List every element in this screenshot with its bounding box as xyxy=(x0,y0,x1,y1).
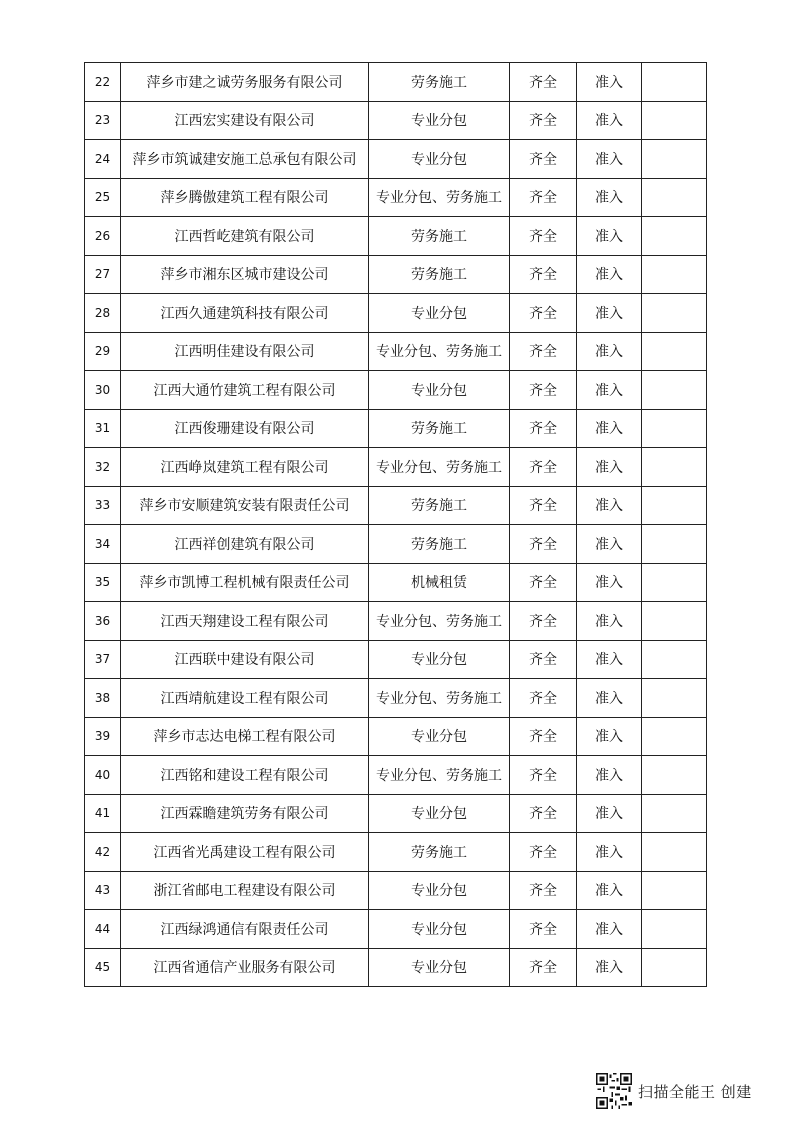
documents-status: 齐全 xyxy=(510,640,577,679)
company-name: 萍乡市筑诚建安施工总承包有限公司 xyxy=(121,140,369,179)
remark-cell xyxy=(642,525,707,564)
row-number: 31 xyxy=(85,409,121,448)
documents-status: 齐全 xyxy=(510,101,577,140)
admission-result: 准入 xyxy=(577,910,642,949)
company-name: 江西峥岚建筑工程有限公司 xyxy=(121,448,369,487)
admission-result: 准入 xyxy=(577,63,642,102)
documents-status: 齐全 xyxy=(510,717,577,756)
row-number: 44 xyxy=(85,910,121,949)
remark-cell xyxy=(642,756,707,795)
row-number: 27 xyxy=(85,255,121,294)
row-number: 32 xyxy=(85,448,121,487)
remark-cell xyxy=(642,371,707,410)
company-name: 萍乡市湘东区城市建设公司 xyxy=(121,255,369,294)
admission-result: 准入 xyxy=(577,486,642,525)
service-category: 专业分包、劳务施工 xyxy=(369,332,510,371)
admission-result: 准入 xyxy=(577,948,642,987)
documents-status: 齐全 xyxy=(510,178,577,217)
admission-result: 准入 xyxy=(577,294,642,333)
row-number: 25 xyxy=(85,178,121,217)
admission-result: 准入 xyxy=(577,833,642,872)
documents-status: 齐全 xyxy=(510,409,577,448)
table-row xyxy=(85,332,707,371)
table-row xyxy=(85,371,707,410)
remark-cell xyxy=(642,602,707,641)
documents-status: 齐全 xyxy=(510,679,577,718)
row-number: 36 xyxy=(85,602,121,641)
documents-status: 齐全 xyxy=(510,833,577,872)
table-row xyxy=(85,910,707,949)
company-name: 萍乡市志达电梯工程有限公司 xyxy=(121,717,369,756)
service-category: 专业分包 xyxy=(369,371,510,410)
row-number: 38 xyxy=(85,679,121,718)
remark-cell xyxy=(642,871,707,910)
remark-cell xyxy=(642,794,707,833)
row-number: 34 xyxy=(85,525,121,564)
company-name: 江西祥创建筑有限公司 xyxy=(121,525,369,564)
row-number: 39 xyxy=(85,717,121,756)
row-number: 37 xyxy=(85,640,121,679)
admission-result: 准入 xyxy=(577,679,642,718)
table-row xyxy=(85,717,707,756)
remark-cell xyxy=(642,140,707,179)
table-body xyxy=(85,63,707,987)
admission-result: 准入 xyxy=(577,717,642,756)
service-category: 专业分包 xyxy=(369,717,510,756)
documents-status: 齐全 xyxy=(510,563,577,602)
service-category: 劳务施工 xyxy=(369,63,510,102)
admission-result: 准入 xyxy=(577,178,642,217)
table-row xyxy=(85,602,707,641)
service-category: 专业分包 xyxy=(369,794,510,833)
remark-cell xyxy=(642,178,707,217)
company-name: 江西宏实建设有限公司 xyxy=(121,101,369,140)
company-name: 江西省通信产业服务有限公司 xyxy=(121,948,369,987)
table-row xyxy=(85,140,707,179)
documents-status: 齐全 xyxy=(510,794,577,833)
admission-result: 准入 xyxy=(577,602,642,641)
row-number: 22 xyxy=(85,63,121,102)
company-name: 江西联中建设有限公司 xyxy=(121,640,369,679)
service-category: 专业分包、劳务施工 xyxy=(369,679,510,718)
remark-cell xyxy=(642,409,707,448)
documents-status: 齐全 xyxy=(510,948,577,987)
documents-status: 齐全 xyxy=(510,486,577,525)
admission-result: 准入 xyxy=(577,756,642,795)
service-category: 专业分包 xyxy=(369,294,510,333)
remark-cell xyxy=(642,717,707,756)
documents-status: 齐全 xyxy=(510,294,577,333)
admission-result: 准入 xyxy=(577,332,642,371)
table-row xyxy=(85,833,707,872)
admission-result: 准入 xyxy=(577,217,642,256)
table-row xyxy=(85,294,707,333)
remark-cell xyxy=(642,563,707,602)
row-number: 40 xyxy=(85,756,121,795)
table-row xyxy=(85,948,707,987)
service-category: 专业分包、劳务施工 xyxy=(369,178,510,217)
documents-status: 齐全 xyxy=(510,756,577,795)
company-name: 浙江省邮电工程建设有限公司 xyxy=(121,871,369,910)
remark-cell xyxy=(642,101,707,140)
service-category: 劳务施工 xyxy=(369,217,510,256)
service-category: 劳务施工 xyxy=(369,486,510,525)
admission-result: 准入 xyxy=(577,640,642,679)
table-row xyxy=(85,255,707,294)
row-number: 26 xyxy=(85,217,121,256)
documents-status: 齐全 xyxy=(510,371,577,410)
documents-status: 齐全 xyxy=(510,602,577,641)
service-category: 劳务施工 xyxy=(369,255,510,294)
documents-status: 齐全 xyxy=(510,63,577,102)
qr-code-icon xyxy=(596,1073,632,1109)
admission-result: 准入 xyxy=(577,371,642,410)
table-row xyxy=(85,178,707,217)
documents-status: 齐全 xyxy=(510,910,577,949)
company-name: 江西霖瞻建筑劳务有限公司 xyxy=(121,794,369,833)
service-category: 专业分包 xyxy=(369,871,510,910)
table-row xyxy=(85,679,707,718)
company-name: 江西省光禹建设工程有限公司 xyxy=(121,833,369,872)
remark-cell xyxy=(642,640,707,679)
company-name: 江西俊珊建设有限公司 xyxy=(121,409,369,448)
scanner-watermark xyxy=(596,1072,752,1110)
company-name: 江西久通建筑科技有限公司 xyxy=(121,294,369,333)
admission-result: 准入 xyxy=(577,563,642,602)
admission-result: 准入 xyxy=(577,255,642,294)
service-category: 专业分包、劳务施工 xyxy=(369,756,510,795)
service-category: 专业分包、劳务施工 xyxy=(369,602,510,641)
row-number: 28 xyxy=(85,294,121,333)
service-category: 劳务施工 xyxy=(369,833,510,872)
remark-cell xyxy=(642,255,707,294)
service-category: 专业分包 xyxy=(369,948,510,987)
documents-status: 齐全 xyxy=(510,525,577,564)
documents-status: 齐全 xyxy=(510,217,577,256)
table-row xyxy=(85,563,707,602)
remark-cell xyxy=(642,217,707,256)
service-category: 专业分包 xyxy=(369,910,510,949)
admission-result: 准入 xyxy=(577,871,642,910)
remark-cell xyxy=(642,486,707,525)
company-name: 江西铭和建设工程有限公司 xyxy=(121,756,369,795)
service-category: 专业分包 xyxy=(369,101,510,140)
company-name: 江西大通竹建筑工程有限公司 xyxy=(121,371,369,410)
company-name: 萍乡市建之诚劳务服务有限公司 xyxy=(121,63,369,102)
remark-cell xyxy=(642,948,707,987)
row-number: 33 xyxy=(85,486,121,525)
table-row xyxy=(85,486,707,525)
admission-result: 准入 xyxy=(577,140,642,179)
row-number: 42 xyxy=(85,833,121,872)
remark-cell xyxy=(642,63,707,102)
row-number: 35 xyxy=(85,563,121,602)
admission-result: 准入 xyxy=(577,794,642,833)
row-number: 43 xyxy=(85,871,121,910)
contractor-table xyxy=(84,62,707,987)
watermark-text: 扫描全能王 创建 xyxy=(638,1082,752,1101)
admission-result: 准入 xyxy=(577,101,642,140)
remark-cell xyxy=(642,294,707,333)
company-name: 萍乡市凯博工程机械有限责任公司 xyxy=(121,563,369,602)
remark-cell xyxy=(642,448,707,487)
table-row xyxy=(85,794,707,833)
row-number: 23 xyxy=(85,101,121,140)
service-category: 机械租赁 xyxy=(369,563,510,602)
company-name: 江西明佳建设有限公司 xyxy=(121,332,369,371)
company-name: 江西绿鸿通信有限责任公司 xyxy=(121,910,369,949)
service-category: 专业分包 xyxy=(369,140,510,179)
row-number: 41 xyxy=(85,794,121,833)
company-name: 江西天翔建设工程有限公司 xyxy=(121,602,369,641)
table-row xyxy=(85,217,707,256)
documents-status: 齐全 xyxy=(510,871,577,910)
table-row xyxy=(85,448,707,487)
service-category: 劳务施工 xyxy=(369,409,510,448)
remark-cell xyxy=(642,833,707,872)
documents-status: 齐全 xyxy=(510,255,577,294)
service-category: 专业分包 xyxy=(369,640,510,679)
row-number: 45 xyxy=(85,948,121,987)
company-name: 萍乡腾傲建筑工程有限公司 xyxy=(121,178,369,217)
table-row xyxy=(85,525,707,564)
documents-status: 齐全 xyxy=(510,332,577,371)
service-category: 劳务施工 xyxy=(369,525,510,564)
table-row xyxy=(85,63,707,102)
documents-status: 齐全 xyxy=(510,140,577,179)
table-row xyxy=(85,409,707,448)
table-row xyxy=(85,640,707,679)
documents-status: 齐全 xyxy=(510,448,577,487)
remark-cell xyxy=(642,332,707,371)
table-row xyxy=(85,756,707,795)
admission-result: 准入 xyxy=(577,409,642,448)
company-name: 江西靖航建设工程有限公司 xyxy=(121,679,369,718)
admission-result: 准入 xyxy=(577,525,642,564)
remark-cell xyxy=(642,910,707,949)
service-category: 专业分包、劳务施工 xyxy=(369,448,510,487)
company-name: 萍乡市安顺建筑安装有限责任公司 xyxy=(121,486,369,525)
row-number: 30 xyxy=(85,371,121,410)
company-name: 江西哲屹建筑有限公司 xyxy=(121,217,369,256)
table-row xyxy=(85,871,707,910)
remark-cell xyxy=(642,679,707,718)
row-number: 24 xyxy=(85,140,121,179)
table-row xyxy=(85,101,707,140)
admission-result: 准入 xyxy=(577,448,642,487)
row-number: 29 xyxy=(85,332,121,371)
